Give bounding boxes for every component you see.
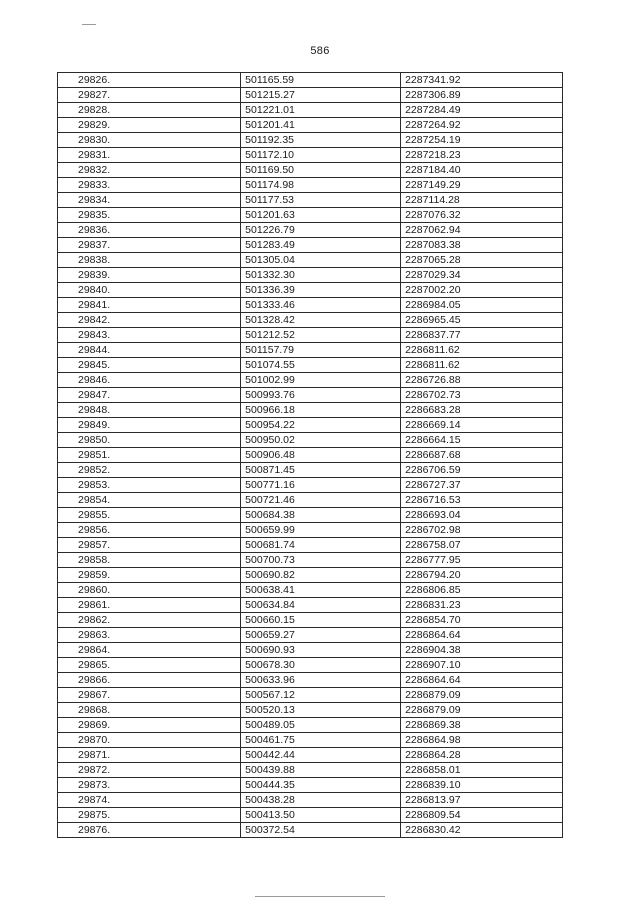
point-number-cell: 29850. xyxy=(58,433,241,448)
northing-cell: 2286794.20 xyxy=(401,568,563,583)
coordinates-table-body xyxy=(58,73,563,838)
easting-cell: 500489.05 xyxy=(241,718,401,733)
northing-cell: 2287062.94 xyxy=(401,223,563,238)
easting-cell: 501201.63 xyxy=(241,208,401,223)
northing-cell: 2286864.64 xyxy=(401,673,563,688)
northing-cell: 2287264.92 xyxy=(401,118,563,133)
northing-cell: 2287114.28 xyxy=(401,193,563,208)
easting-cell: 501074.55 xyxy=(241,358,401,373)
northing-cell: 2286831.23 xyxy=(401,598,563,613)
easting-cell: 500690.82 xyxy=(241,568,401,583)
easting-cell: 501212.52 xyxy=(241,328,401,343)
point-number-cell: 29835. xyxy=(58,208,241,223)
point-number-cell: 29866. xyxy=(58,673,241,688)
easting-cell: 501165.59 xyxy=(241,73,401,88)
point-number-cell: 29862. xyxy=(58,613,241,628)
northing-cell: 2286879.09 xyxy=(401,688,563,703)
table-row xyxy=(58,73,563,88)
point-number-cell: 29875. xyxy=(58,808,241,823)
table-row xyxy=(58,88,563,103)
northing-cell: 2287284.49 xyxy=(401,103,563,118)
table-row xyxy=(58,328,563,343)
table-row xyxy=(58,148,563,163)
table-row xyxy=(58,658,563,673)
table-row xyxy=(58,268,563,283)
northing-cell: 2286758.07 xyxy=(401,538,563,553)
table-row xyxy=(58,448,563,463)
northing-cell: 2286813.97 xyxy=(401,793,563,808)
easting-cell: 500993.76 xyxy=(241,388,401,403)
table-row xyxy=(58,223,563,238)
northing-cell: 2286702.73 xyxy=(401,388,563,403)
table-row xyxy=(58,748,563,763)
northing-cell: 2286864.98 xyxy=(401,733,563,748)
easting-cell: 501215.27 xyxy=(241,88,401,103)
point-number-cell: 29833. xyxy=(58,178,241,193)
northing-cell: 2287149.29 xyxy=(401,178,563,193)
table-row xyxy=(58,553,563,568)
table-row xyxy=(58,463,563,478)
easting-cell: 500906.48 xyxy=(241,448,401,463)
table-row xyxy=(58,163,563,178)
point-number-cell: 29853. xyxy=(58,478,241,493)
point-number-cell: 29851. xyxy=(58,448,241,463)
point-number-cell: 29834. xyxy=(58,193,241,208)
easting-cell: 501201.41 xyxy=(241,118,401,133)
northing-cell: 2286777.95 xyxy=(401,553,563,568)
easting-cell: 500567.12 xyxy=(241,688,401,703)
table-row xyxy=(58,238,563,253)
easting-cell: 501192.35 xyxy=(241,133,401,148)
table-row xyxy=(58,613,563,628)
point-number-cell: 29846. xyxy=(58,373,241,388)
point-number-cell: 29837. xyxy=(58,238,241,253)
northing-cell: 2286702.98 xyxy=(401,523,563,538)
table-row xyxy=(58,673,563,688)
table-row xyxy=(58,688,563,703)
table-row xyxy=(58,433,563,448)
northing-cell: 2286687.68 xyxy=(401,448,563,463)
point-number-cell: 29849. xyxy=(58,418,241,433)
point-number-cell: 29828. xyxy=(58,103,241,118)
table-row xyxy=(58,103,563,118)
table-row xyxy=(58,208,563,223)
easting-cell: 500771.16 xyxy=(241,478,401,493)
easting-cell: 500660.15 xyxy=(241,613,401,628)
northing-cell: 2287002.20 xyxy=(401,283,563,298)
easting-cell: 500966.18 xyxy=(241,403,401,418)
table-row xyxy=(58,118,563,133)
table-row xyxy=(58,733,563,748)
northing-cell: 2286837.77 xyxy=(401,328,563,343)
northing-cell: 2286726.88 xyxy=(401,373,563,388)
easting-cell: 500954.22 xyxy=(241,418,401,433)
easting-cell: 500372.54 xyxy=(241,823,401,838)
northing-cell: 2286830.42 xyxy=(401,823,563,838)
point-number-cell: 29855. xyxy=(58,508,241,523)
easting-cell: 500678.30 xyxy=(241,658,401,673)
point-number-cell: 29856. xyxy=(58,523,241,538)
northing-cell: 2286693.04 xyxy=(401,508,563,523)
easting-cell: 501174.98 xyxy=(241,178,401,193)
easting-cell: 501169.50 xyxy=(241,163,401,178)
point-number-cell: 29867. xyxy=(58,688,241,703)
point-number-cell: 29874. xyxy=(58,793,241,808)
table-row xyxy=(58,778,563,793)
table-row xyxy=(58,178,563,193)
northing-cell: 2286854.70 xyxy=(401,613,563,628)
northing-cell: 2286864.64 xyxy=(401,628,563,643)
point-number-cell: 29842. xyxy=(58,313,241,328)
point-number-cell: 29838. xyxy=(58,253,241,268)
easting-cell: 501336.39 xyxy=(241,283,401,298)
northing-cell: 2286809.54 xyxy=(401,808,563,823)
point-number-cell: 29836. xyxy=(58,223,241,238)
table-row xyxy=(58,523,563,538)
scan-artifact-line-top xyxy=(82,24,96,25)
northing-cell: 2286907.10 xyxy=(401,658,563,673)
northing-cell: 2286664.15 xyxy=(401,433,563,448)
point-number-cell: 29830. xyxy=(58,133,241,148)
point-number-cell: 29857. xyxy=(58,538,241,553)
table-row xyxy=(58,193,563,208)
table-row xyxy=(58,388,563,403)
table-row xyxy=(58,823,563,838)
point-number-cell: 29859. xyxy=(58,568,241,583)
table-row xyxy=(58,718,563,733)
easting-cell: 500721.46 xyxy=(241,493,401,508)
easting-cell: 501157.79 xyxy=(241,343,401,358)
table-row xyxy=(58,253,563,268)
easting-cell: 501002.99 xyxy=(241,373,401,388)
northing-cell: 2286806.85 xyxy=(401,583,563,598)
table-row xyxy=(58,403,563,418)
table-row xyxy=(58,538,563,553)
easting-cell: 500442.44 xyxy=(241,748,401,763)
northing-cell: 2287218.23 xyxy=(401,148,563,163)
easting-cell: 500461.75 xyxy=(241,733,401,748)
table-row xyxy=(58,133,563,148)
table-row xyxy=(58,373,563,388)
northing-cell: 2287341.92 xyxy=(401,73,563,88)
point-number-cell: 29870. xyxy=(58,733,241,748)
table-row xyxy=(58,283,563,298)
point-number-cell: 29847. xyxy=(58,388,241,403)
northing-cell: 2286811.62 xyxy=(401,358,563,373)
easting-cell: 500659.27 xyxy=(241,628,401,643)
easting-cell: 501177.53 xyxy=(241,193,401,208)
easting-cell: 500681.74 xyxy=(241,538,401,553)
easting-cell: 501328.42 xyxy=(241,313,401,328)
point-number-cell: 29827. xyxy=(58,88,241,103)
table-row xyxy=(58,808,563,823)
table-row xyxy=(58,313,563,328)
easting-cell: 501333.46 xyxy=(241,298,401,313)
easting-cell: 500690.93 xyxy=(241,643,401,658)
point-number-cell: 29826. xyxy=(58,73,241,88)
easting-cell: 500520.13 xyxy=(241,703,401,718)
point-number-cell: 29873. xyxy=(58,778,241,793)
easting-cell: 500684.38 xyxy=(241,508,401,523)
northing-cell: 2287065.28 xyxy=(401,253,563,268)
point-number-cell: 29854. xyxy=(58,493,241,508)
northing-cell: 2287254.19 xyxy=(401,133,563,148)
northing-cell: 2287076.32 xyxy=(401,208,563,223)
easting-cell: 500438.28 xyxy=(241,793,401,808)
point-number-cell: 29868. xyxy=(58,703,241,718)
table-row xyxy=(58,298,563,313)
point-number-cell: 29858. xyxy=(58,553,241,568)
point-number-cell: 29871. xyxy=(58,748,241,763)
page-number: 586 xyxy=(310,45,330,57)
table-row xyxy=(58,628,563,643)
table-row xyxy=(58,508,563,523)
easting-cell: 501305.04 xyxy=(241,253,401,268)
table-row xyxy=(58,343,563,358)
point-number-cell: 29863. xyxy=(58,628,241,643)
point-number-cell: 29876. xyxy=(58,823,241,838)
scan-artifact-line-bottom xyxy=(255,896,385,897)
easting-cell: 500439.88 xyxy=(241,763,401,778)
point-number-cell: 29839. xyxy=(58,268,241,283)
easting-cell: 500659.99 xyxy=(241,523,401,538)
easting-cell: 500700.73 xyxy=(241,553,401,568)
northing-cell: 2286727.37 xyxy=(401,478,563,493)
table-row xyxy=(58,493,563,508)
easting-cell: 500633.96 xyxy=(241,673,401,688)
northing-cell: 2287184.40 xyxy=(401,163,563,178)
point-number-cell: 29832. xyxy=(58,163,241,178)
table-row xyxy=(58,703,563,718)
northing-cell: 2286869.38 xyxy=(401,718,563,733)
table-row xyxy=(58,358,563,373)
table-row xyxy=(58,418,563,433)
northing-cell: 2287029.34 xyxy=(401,268,563,283)
point-number-cell: 29831. xyxy=(58,148,241,163)
northing-cell: 2286811.62 xyxy=(401,343,563,358)
easting-cell: 501332.30 xyxy=(241,268,401,283)
point-number-cell: 29848. xyxy=(58,403,241,418)
table-row xyxy=(58,643,563,658)
point-number-cell: 29869. xyxy=(58,718,241,733)
easting-cell: 500871.45 xyxy=(241,463,401,478)
point-number-cell: 29864. xyxy=(58,643,241,658)
northing-cell: 2287306.89 xyxy=(401,88,563,103)
northing-cell: 2286864.28 xyxy=(401,748,563,763)
point-number-cell: 29841. xyxy=(58,298,241,313)
point-number-cell: 29872. xyxy=(58,763,241,778)
northing-cell: 2286879.09 xyxy=(401,703,563,718)
northing-cell: 2286984.05 xyxy=(401,298,563,313)
table-row xyxy=(58,598,563,613)
coordinates-table xyxy=(57,72,563,838)
northing-cell: 2286716.53 xyxy=(401,493,563,508)
point-number-cell: 29829. xyxy=(58,118,241,133)
point-number-cell: 29860. xyxy=(58,583,241,598)
point-number-cell: 29844. xyxy=(58,343,241,358)
easting-cell: 500634.84 xyxy=(241,598,401,613)
point-number-cell: 29865. xyxy=(58,658,241,673)
northing-cell: 2286669.14 xyxy=(401,418,563,433)
easting-cell: 501283.49 xyxy=(241,238,401,253)
point-number-cell: 29845. xyxy=(58,358,241,373)
northing-cell: 2286965.45 xyxy=(401,313,563,328)
northing-cell: 2286839.10 xyxy=(401,778,563,793)
easting-cell: 500638.41 xyxy=(241,583,401,598)
table-row xyxy=(58,793,563,808)
easting-cell: 500444.35 xyxy=(241,778,401,793)
easting-cell: 500413.50 xyxy=(241,808,401,823)
table-row xyxy=(58,583,563,598)
northing-cell: 2286683.28 xyxy=(401,403,563,418)
easting-cell: 501172.10 xyxy=(241,148,401,163)
point-number-cell: 29861. xyxy=(58,598,241,613)
easting-cell: 500950.02 xyxy=(241,433,401,448)
northing-cell: 2286858.01 xyxy=(401,763,563,778)
point-number-cell: 29852. xyxy=(58,463,241,478)
table-row xyxy=(58,763,563,778)
northing-cell: 2286904.38 xyxy=(401,643,563,658)
table-row xyxy=(58,568,563,583)
table-row xyxy=(58,478,563,493)
point-number-cell: 29843. xyxy=(58,328,241,343)
point-number-cell: 29840. xyxy=(58,283,241,298)
northing-cell: 2287083.38 xyxy=(401,238,563,253)
northing-cell: 2286706.59 xyxy=(401,463,563,478)
easting-cell: 501221.01 xyxy=(241,103,401,118)
easting-cell: 501226.79 xyxy=(241,223,401,238)
